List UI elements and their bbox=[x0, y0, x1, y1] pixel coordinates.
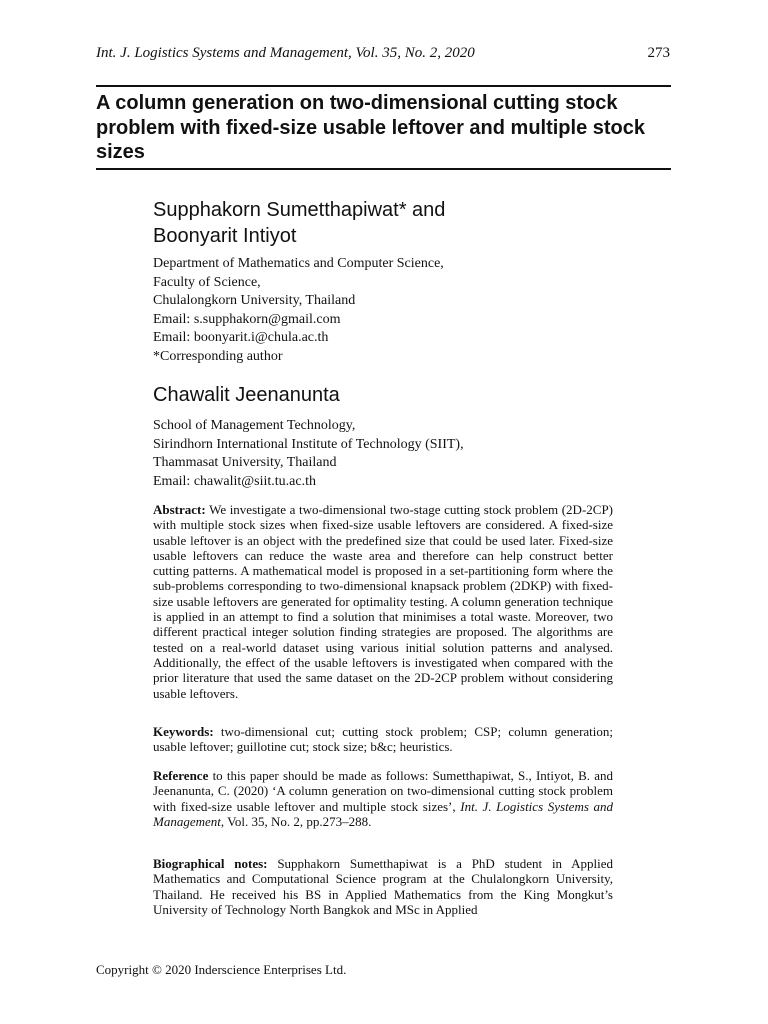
reference bbox=[153, 768, 613, 829]
keywords-text: two-dimensional cut; cutting stock problem; CSP; column generation; usable leftover; guillotine cut; stock size; b&c; heuristics. bbox=[153, 724, 614, 755]
author-2: Chawalit Jeenanunta bbox=[153, 384, 340, 406]
affiliation-1 bbox=[153, 255, 444, 366]
title-rule-top bbox=[96, 85, 671, 87]
copyright-footer: Copyright © 2020 Inderscience Enterprises Ltd. bbox=[96, 962, 347, 977]
affiliation-line: Department of Mathematics and Computer Science, bbox=[153, 256, 444, 271]
bio-text: Supphakorn Sumetthapiwat is a PhD student in Applied Mathematics and Computational Science program at the Chulalongkorn University, Thailand. He received his BS in Applied Mathematics from the King Mongkut’s University of Technology North Bangkok and MSc in Applied bbox=[153, 856, 613, 917]
corresponding-note: *Corresponding author bbox=[153, 348, 283, 364]
bio-label: Biographical notes: bbox=[153, 856, 268, 871]
affiliation-2 bbox=[153, 417, 464, 491]
reference-text: to this paper should be made as follows: Sumetthapiwat, S., Intiyot, B. and Jeenanunta, C. (2020) ‘A column generation on two-dimensional cutting stock problem with fixed-size usable leftover and multiple stock sizes’, bbox=[153, 768, 613, 814]
email-line: Email: chawalit@siit.tu.ac.th bbox=[153, 473, 316, 489]
reference-text-end: , Vol. 35, No. 2, pp.273–288. bbox=[220, 813, 372, 829]
biographical-notes bbox=[153, 856, 613, 917]
page-number: 273 bbox=[647, 45, 670, 61]
email-line: Email: boonyarit.i@chula.ac.th bbox=[153, 330, 329, 345]
keywords-label: Keywords: bbox=[153, 724, 214, 739]
affiliation-line: Chulalongkorn University, Thailand bbox=[153, 293, 356, 308]
paper-title: A column generation on two-dimensional cutting stock problem with fixed-size usable leftover and multiple stock sizes bbox=[96, 92, 646, 163]
abstract bbox=[153, 502, 613, 701]
author-line: Boonyarit Intiyot bbox=[153, 225, 297, 247]
email-line: Email: s.supphakorn@gmail.com bbox=[153, 311, 341, 327]
running-header bbox=[96, 45, 670, 62]
affiliation-line: Thammasat University, Thailand bbox=[153, 455, 337, 470]
reference-journal: Int. J. Logistics Systems and Management bbox=[153, 798, 613, 829]
journal-citation: Int. J. Logistics Systems and Management, Vol. 35, No. 2, 2020 bbox=[96, 45, 475, 61]
reference-label: Reference bbox=[153, 768, 209, 783]
author-line: Supphakorn Sumetthapiwat* and bbox=[153, 199, 446, 221]
affiliation-line: Sirindhorn International Institute of Technology (SIIT), bbox=[153, 436, 464, 452]
abstract-label: Abstract: bbox=[153, 502, 206, 517]
abstract-text: We investigate a two-dimensional two-stage cutting stock problem (2D-2CP) with multiple stock sizes when fixed-size usable leftovers are considered. A fixed-size usable leftover is an object with the predefined size that could be used later. Fixed-size usable leftovers can reduce the waste area and therefore can help construct better cutting patterns. A mathematical model is proposed in a set-partitioning form where the sub-problems corresponding to two-dimensional knapsack problem (2DKP) with fixed-size usable leftovers are generated for optimality testing. A column generation technique is applied in an attempt to find a solution that minimises a total waste. Moreover, two different practical integer solution finding strategies are proposed. The algorithms are tested on a real-world dataset using various initial solution patterns and analysed. Additionally, the effect of the usable leftovers is investigated when compared with the prior literature that used the same dataset on the 2D-2CP problem without considering usable leftovers. bbox=[153, 502, 614, 701]
affiliation-line: Faculty of Science, bbox=[153, 274, 261, 290]
title-rule-bottom bbox=[96, 168, 671, 170]
author-group-1 bbox=[153, 197, 445, 249]
affiliation-line: School of Management Technology, bbox=[153, 418, 356, 433]
keywords bbox=[153, 724, 613, 755]
